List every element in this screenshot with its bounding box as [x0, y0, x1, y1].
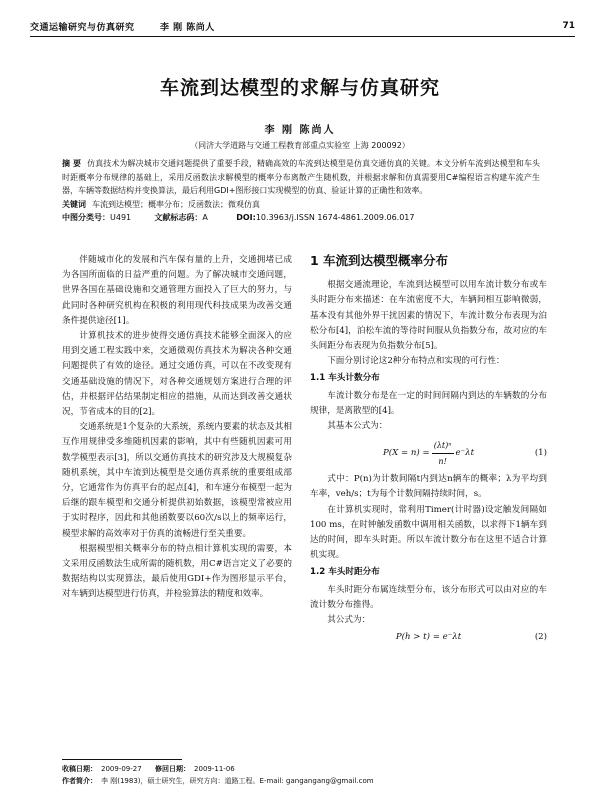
footnote-author — [62, 776, 542, 786]
equation-1 — [310, 438, 547, 468]
section-1-paragraph-1: 根据交通流理论，车流到达模型可以用车流计数分布或车头时距分布来描述：在车流密度不大，车辆间相互影响微弱，基本没有其他外界干扰因素的情况下，车流计数分布表现为泊松分布[4]，泊松车流的等待时间服从负指数分布，故对应的车头间距分布表现为负指数分布[5]。 — [310, 280, 547, 352]
keywords-text: 车流到达模型；概率分布；反函数法；微观仿真 — [92, 199, 260, 209]
equation-1-number: (1) — [534, 447, 547, 458]
header-authors: 李 刚 陈尚人 — [159, 22, 215, 33]
paper-authors: 李 刚 陈尚人 — [264, 125, 336, 136]
page-number: 71 — [562, 21, 575, 31]
equation-1-exponential: e⁻λt — [455, 447, 475, 458]
equation-1-fraction — [432, 438, 454, 469]
clc-label: 中图分类号： — [62, 213, 110, 222]
footnote-dates — [62, 764, 542, 774]
abstract-block — [62, 157, 540, 225]
keywords — [62, 198, 540, 212]
subsection-1-2-paragraph-2: 其公式为： — [327, 615, 371, 626]
received-date: 2009-09-27 — [101, 765, 142, 773]
doc-value: A — [202, 213, 208, 222]
subsection-1-2-paragraph-1: 车头时距分布属连续型分布，该分布形式可以由对应的车流计数分布推得。 — [310, 584, 547, 610]
equation-1-denominator: n! — [438, 456, 447, 466]
paper-title: 车流到达模型的求解与仿真研究 — [159, 77, 440, 99]
header-journal-and-authors — [30, 20, 215, 33]
paper-affiliation: （同济大学道路与交通工程教育部重点实验室 上海 200092） — [190, 141, 410, 150]
subsection-1-2-heading: 1.2 车头时距分布 — [310, 567, 380, 578]
equation-2 — [310, 630, 547, 645]
header-journal: 交通运输研究与仿真研究 — [30, 22, 135, 33]
equation-2-body: P(h > t) = e⁻λt — [395, 632, 462, 643]
subsection-1-1-heading: 1.1 车头计数分布 — [310, 373, 380, 384]
author-bio: 李 刚(1983)，硕士研究生，研究方向：道路工程。E-mail: gangangang@gmail.com — [101, 777, 374, 785]
equation-1-numerator: (λt)ⁿ — [432, 438, 454, 454]
intro-paragraph-1: 伴随城市化的发展和汽车保有量的上升，交通拥堵已成为各国所面临的日益严重的问题。为了解决城市交通问题，世界各国在基础设施和交通管理方面投入了巨大的努力，与此同时各种研究机构在积极的利用现代科技成果为改善交通条件提供途径[1]。 — [62, 255, 292, 326]
keywords-label: 关键词 — [62, 199, 86, 209]
doc-label: 文献标志码： — [154, 213, 203, 222]
received-label: 收稿日期： — [62, 765, 97, 773]
equation-1-lhs: P(X = n) = — [382, 447, 430, 458]
intro-paragraph-4: 根据模型相关概率分布的特点相计算机实现的需要，本文采用反函数法生成所需的随机数，用C#语言定义了必要的数据结构以实现算法，最后使用GDI+作为图形显示平台，对车辆到达模型进行仿真，并检验算法的精度和效率。 — [62, 543, 292, 600]
author-bio-label: 作者简介： — [62, 777, 97, 785]
revised-date: 2009-11-06 — [194, 765, 235, 773]
classification-line — [62, 211, 540, 225]
right-column — [310, 253, 547, 645]
footnote-rule — [62, 759, 182, 760]
section-1-paragraph-2: 下面分别讨论这2种分布特点和实现的可行性： — [327, 356, 505, 367]
abstract-text: 仿真技术为解决城市交通问题提供了重要手段，精确高效的车流到达模型是仿真交通仿真的关键。本文分析车流到达模型和车头时距概率分布规律的基础上，采用反函数法求解模型的概率分布离散产生随机数，并根据求解和仿真需要用C#编程语言构建车流产生器，车辆等数据结构并变换算法，最后利用GDI+图形接口实现模型的仿真、验证计算的正确性和效率。 — [62, 159, 540, 195]
header-rule — [30, 36, 575, 37]
subsection-1-1-paragraph-2: 其基本公式为： — [327, 421, 388, 432]
doi-label: DOI: — [236, 213, 256, 222]
subsection-1-1-paragraph-4: 在计算机实现时，常利用Timer(计时器)设定触发间隔如100 ms，在时钟触发函数中调用相关函数，以求得下1辆车到达的时间，即车头时距。所以车流计数分布在这里不适合计算机实现。 — [310, 504, 547, 561]
running-header — [30, 18, 575, 34]
left-column — [62, 253, 292, 603]
section-1-heading: 1 车流到达模型概率分布 — [310, 253, 449, 268]
subsection-1-1-paragraph-3: 式中：P(n)为计数间隔t内到达n辆车的概率；λ为平均到车率，veh/s；t为每个计数间隔持续时间，s。 — [310, 474, 547, 500]
equation-2-number: (2) — [534, 632, 547, 643]
intro-paragraph-2: 计算机技术的进步使得交通仿真技术能够全面深入的应用到交通工程实践中来，交通微观仿真技术为解决各种交通问题提供了有效的途径。通过交通仿真，可以在不改变现有交通基础设施的情况下，对各种交通规划方案进行合理的评估，并根据评估结果制定相应的措施，从而达到改善交通状况，节省成本的目的[2]。 — [62, 331, 292, 418]
abstract — [62, 157, 540, 198]
subsection-1-1-paragraph-1: 车流计数分布是在一定的时间间隔内到达的车辆数的分布规律，是离散型的[4]。 — [310, 390, 547, 416]
abstract-label: 摘 要 — [62, 159, 82, 168]
revised-label: 修回日期： — [155, 765, 191, 773]
intro-paragraph-3: 交通系统是1个复杂的大系统，系统内要素的状态及其相互作用规律受多维随机因素的影响，其中有些随机因素可用数学模型表示[3]，所以交通仿真技术的研究涉及大规模复杂随机系统，其中车流到达模型是交通仿真系统的重要组成部分，它通常作为仿真平台的起点[4]，和车速分布模型一起为后继的跟车模型和交通分析提供初始数据，该模型常被应用于实时程序，因此和其他函数要以60次/s以上的频率运行，模型求解的高效率对于仿真的流畅进行至关重要。 — [62, 422, 292, 539]
doi-value: 10.3963/j.ISSN 1674-4861.2009.06.017 — [255, 213, 415, 222]
clc-value: U491 — [110, 213, 132, 222]
